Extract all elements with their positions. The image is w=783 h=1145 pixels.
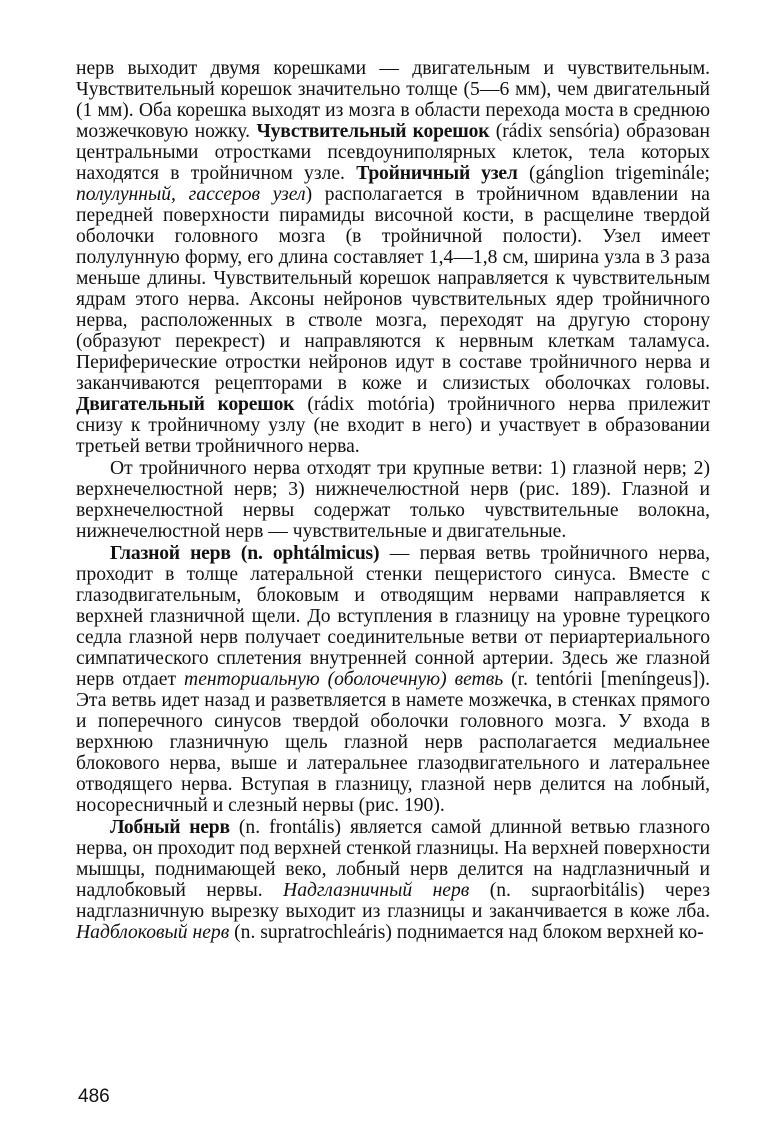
paragraph-trigeminal-roots bbox=[76, 58, 710, 457]
term-frontal-nerve: Лобный нерв bbox=[110, 817, 230, 838]
text-run: ) располагается в тройничном вдавлении на передней поверхности пирамиды височной кости, в расщелине твердой оболочки головного мозга (в тройничной полости). Узел имеет полулунную форму, его длина составляет 1,4—1,8 см, ширина узла в 3 раза меньше длины. Чувствительный корешок направляется к чувствительным ядрам этого нерва. Аксоны нейронов чувствительных ядер тройничного нерва, расположенных в стволе мозга, переходят на другую сторону (образуют перекрест) и направляются к нервным клеткам таламуса. Периферические отростки нейронов идут в составе тройничного нерва и заканчиваются рецепторами в коже и слизистых оболочках головы. bbox=[76, 184, 711, 394]
term-tentorial-branch: тенториальную (оболочечную) ветвь bbox=[184, 669, 504, 690]
text-run: (n. supraorbitális) через надглазничную вырезку выходит из глазницы и заканчивается в коже лба. bbox=[76, 880, 710, 922]
paragraph-ophthalmic-nerve bbox=[76, 543, 710, 816]
text-run: (gánglion trigeminále; bbox=[517, 163, 710, 184]
term-ophthalmic-nerve: Глазной нерв (n. ophtálmicus) bbox=[110, 543, 380, 564]
term-motor-root: Двигательный корешок bbox=[76, 394, 295, 415]
text-run: (n. supratrochleáris) поднимается над блоком верхней ко- bbox=[229, 922, 704, 943]
page-number: 486 bbox=[78, 1086, 110, 1107]
term-sensory-root: Чувствительный корешок bbox=[256, 121, 490, 142]
text-run: (rádix motória) тройничного нерва прилежит снизу к тройничному узлу (не входит в него) и участвует в образовании третьей ветви тройничного нерва. bbox=[76, 394, 711, 457]
page-text bbox=[76, 58, 710, 944]
paragraph-frontal-nerve bbox=[76, 817, 710, 943]
term-supraorbital-nerve: Надглазничный нерв bbox=[283, 880, 470, 901]
text-run: нерв выходит двумя корешками — двигательным и чувствительным. Чувствительный корешок значительно толще (5—6 мм), чем двигательный (1 мм). Оба корешка выходят из мозга в области перехода моста в среднюю мозжечковую ножку. bbox=[76, 58, 710, 142]
paragraph-branches bbox=[76, 458, 710, 542]
text-run: (n. frontális) является самой длинной ветвью глазного нерва, он проходит под верхней стенкой глазницы. На верхней поверхности мышцы, поднимающей веко, лобный нерв делится на надглазничный и надлобковый нервы. bbox=[76, 817, 710, 901]
term-trigeminal-ganglion: Тройничный узел bbox=[356, 163, 518, 184]
term-semilunar-ganglion: полулунный, гассеров узел bbox=[76, 184, 306, 205]
text-run: — первая ветвь тройничного нерва, проходит в толще латеральной стенки пещеристого синуса. Вместе с глазодвигательным, блоковым и отводящим нервами направляется к верхней глазничной щели. До вступления в глазницу на уровне турецкого седла глазной нерв получает соединительные ветви от периартериального симпатического сплетения внутренней сонной артерии. Здесь же глазной нерв отдает bbox=[76, 543, 710, 690]
text-run: От тройничного нерва отходят три крупные ветви: 1) глазной нерв; 2) верхнечелюстной нерв; 3) нижнечелюстной нерв (рис. 189). Глазной и верхнечелюстной нервы содержат только чувствительные волокна, нижнечелюстной нерв — чувствительные и двигательные. bbox=[76, 458, 710, 542]
text-run: (rádix sensória) образован центральными отростками псевдоуниполярных клеток, тела которых находятся в тройничном узле. bbox=[76, 121, 710, 184]
term-supratrochlear-nerve: Надблоковый нерв bbox=[76, 922, 230, 943]
text-run: (r. tentórii [meníngeus]). Эта ветвь идет назад и разветвляется в намете мозжечка, в стенках прямого и поперечного синусов твердой оболочки головного мозга. У входа в верхнюю глазничную щель глазной нерв располагается медиальнее блокового нерва, выше и латеральнее глазодвигательного и латеральнее отводящего нерва. Вступая в глазницу, глазной нерв делится на лобный, носоресничный и слезный нервы (рис. 190). bbox=[76, 669, 710, 816]
